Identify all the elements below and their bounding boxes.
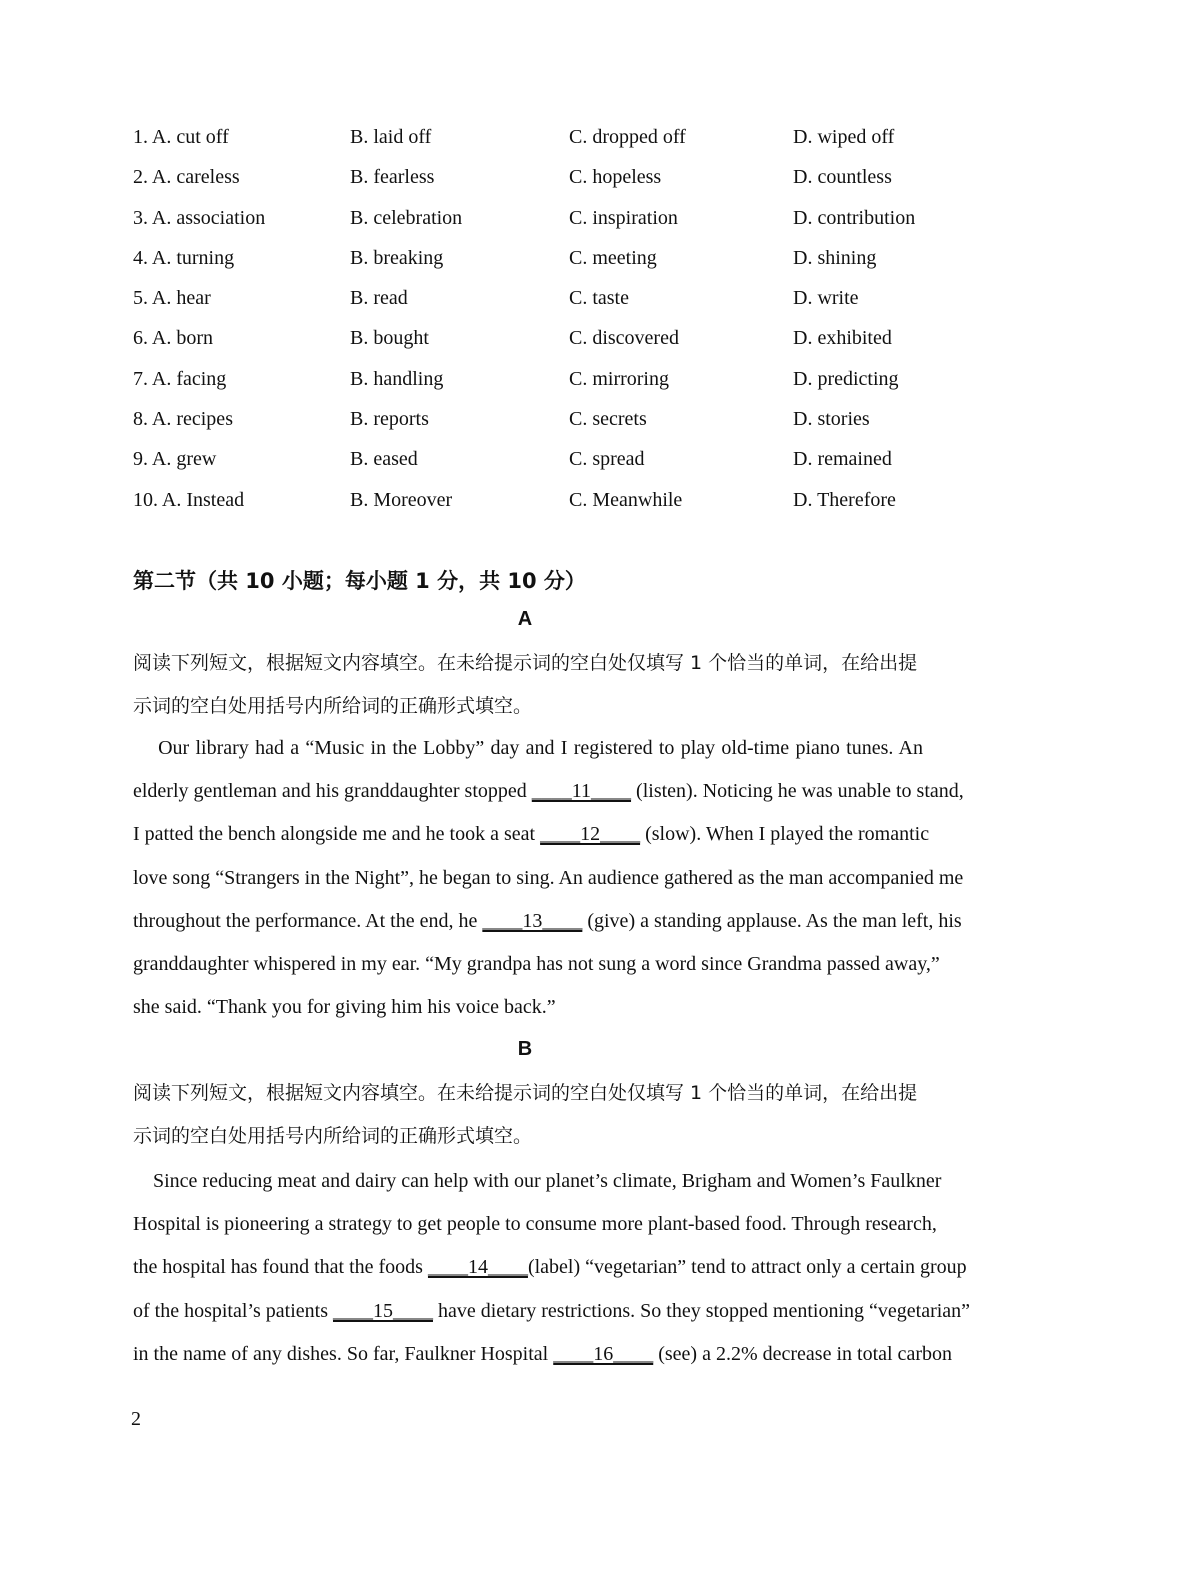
passage-line bbox=[133, 986, 923, 1029]
option-d: D. countless bbox=[793, 166, 892, 189]
option-a: 5. A. hear bbox=[133, 287, 211, 310]
option-d: D. write bbox=[793, 287, 859, 310]
answer-blank[interactable]: ____14____ bbox=[427, 1256, 528, 1279]
instruction-line: 阅读下列短文，根据短文内容填空。在未给提示词的空白处仅填写 1 个恰当的单词，在给出提 bbox=[133, 652, 918, 674]
option-row bbox=[133, 321, 933, 361]
option-b: B. handling bbox=[350, 367, 444, 390]
section-title: 第二节（共 10 小题；每小题 1 分，共 10 分） bbox=[133, 569, 586, 593]
option-b: B. Moreover bbox=[350, 488, 453, 511]
instruction-line: 阅读下列短文，根据短文内容填空。在未给提示词的空白处仅填写 1 个恰当的单词，在给出提 bbox=[133, 1082, 918, 1104]
option-d: D. exhibited bbox=[793, 327, 892, 350]
passage-text: (label) “vegetarian” tend to attract only a certain group bbox=[527, 1256, 967, 1279]
option-b: B. celebration bbox=[350, 206, 463, 229]
part-a-instructions bbox=[133, 642, 923, 728]
option-a: 1. A. cut off bbox=[133, 126, 229, 148]
passage-text: Hospital is pioneering a strategy to get people to consume more plant-based food. Through research, bbox=[133, 1213, 937, 1236]
passage-line bbox=[133, 900, 962, 943]
answer-blank[interactable]: ____16____ bbox=[553, 1342, 654, 1365]
option-c: C. dropped off bbox=[569, 126, 686, 148]
page-number: 2 bbox=[131, 1408, 141, 1430]
option-c: C. mirroring bbox=[569, 367, 669, 390]
passage-text: the hospital has found that the foods bbox=[133, 1256, 428, 1279]
option-c: C. taste bbox=[569, 287, 629, 310]
option-b: B. laid off bbox=[350, 126, 432, 148]
option-d: D. predicting bbox=[793, 367, 899, 390]
option-c: C. inspiration bbox=[569, 206, 678, 229]
passage-line bbox=[133, 1246, 967, 1289]
passage-line bbox=[133, 813, 930, 856]
option-a: 3. A. association bbox=[133, 206, 266, 229]
option-row bbox=[133, 241, 933, 281]
option-c: C. spread bbox=[569, 448, 645, 471]
passage-text: elderly gentleman and his granddaughter stopped bbox=[133, 780, 532, 803]
option-row bbox=[133, 442, 933, 482]
passage-text: (see) a 2.2% decrease in total carbon bbox=[653, 1342, 952, 1365]
passage-line bbox=[133, 857, 964, 900]
passage-text: Our library had a “Music in the Lobby” day and I registered to play old-time piano tunes. An bbox=[133, 737, 923, 759]
option-row bbox=[133, 483, 933, 523]
passage-line bbox=[133, 770, 964, 813]
option-a: 8. A. recipes bbox=[133, 408, 233, 431]
part-a-passage bbox=[133, 727, 964, 1029]
passage-text: she said. “Thank you for giving him his voice back.” bbox=[133, 996, 556, 1019]
option-d: D. stories bbox=[793, 408, 870, 431]
option-row bbox=[133, 120, 933, 160]
option-b: B. read bbox=[350, 287, 408, 310]
answer-blank[interactable]: ____13____ bbox=[482, 909, 583, 932]
passage-line bbox=[133, 1160, 942, 1203]
passage-line bbox=[133, 1290, 971, 1333]
passage-line bbox=[133, 727, 923, 770]
passage-text: throughout the performance. At the end, he bbox=[133, 909, 483, 932]
option-b: B. breaking bbox=[350, 246, 444, 269]
option-c: C. secrets bbox=[569, 408, 647, 431]
option-b: B. fearless bbox=[350, 166, 435, 189]
instruction-line: 示词的空白处用括号内所给词的正确形式填空。 bbox=[133, 1125, 533, 1147]
option-b: B. eased bbox=[350, 448, 418, 471]
part-b-passage bbox=[133, 1160, 971, 1376]
passage-text: love song “Strangers in the Night”, he began to sing. An audience gathered as the man accompanied me bbox=[133, 866, 964, 889]
option-c: C. discovered bbox=[569, 327, 679, 350]
instruction-line: 示词的空白处用括号内所给词的正确形式填空。 bbox=[133, 695, 533, 717]
option-a: 7. A. facing bbox=[133, 367, 227, 390]
option-row bbox=[133, 402, 933, 442]
option-d: D. remained bbox=[793, 448, 892, 471]
option-a: 2. A. careless bbox=[133, 166, 240, 189]
passage-text: have dietary restrictions. So they stopped mentioning “vegetarian” bbox=[432, 1299, 971, 1322]
option-c: C. Meanwhile bbox=[569, 488, 683, 511]
option-c: C. meeting bbox=[569, 246, 657, 269]
passage-text: I patted the bench alongside me and he took a seat bbox=[133, 823, 541, 846]
part-b-instructions bbox=[133, 1072, 923, 1158]
part-a-label: A bbox=[517, 608, 533, 630]
option-d: D. Therefore bbox=[793, 488, 896, 511]
option-a: 10. A. Instead bbox=[133, 488, 245, 511]
passage-line bbox=[133, 943, 940, 986]
passage-text: in the name of any dishes. So far, Faulkner Hospital bbox=[133, 1342, 554, 1365]
passage-line bbox=[133, 1203, 937, 1246]
option-b: B. reports bbox=[350, 408, 429, 431]
option-a: 4. A. turning bbox=[133, 246, 235, 269]
passage-text: (slow). When I played the romantic bbox=[640, 823, 930, 846]
passage-text: of the hospital’s patients bbox=[133, 1299, 333, 1322]
option-row bbox=[133, 362, 933, 402]
option-row bbox=[133, 201, 933, 241]
option-d: D. wiped off bbox=[793, 126, 895, 148]
options-table bbox=[133, 120, 933, 523]
option-c: C. hopeless bbox=[569, 166, 662, 189]
passage-text: (listen). Noticing he was unable to stand, bbox=[631, 780, 964, 803]
passage-text: (give) a standing applause. As the man left, his bbox=[582, 909, 962, 932]
passage-text: granddaughter whispered in my ear. “My grandpa has not sung a word since Grandma passed away,” bbox=[133, 952, 940, 975]
option-a: 6. A. born bbox=[133, 327, 213, 350]
option-d: D. shining bbox=[793, 246, 877, 269]
option-d: D. contribution bbox=[793, 206, 916, 229]
answer-blank[interactable]: ____12____ bbox=[540, 823, 641, 846]
passage-text: Since reducing meat and dairy can help with our planet’s climate, Brigham and Women’s Faulkner bbox=[133, 1170, 942, 1192]
passage-line bbox=[133, 1333, 952, 1376]
answer-blank[interactable]: ____15____ bbox=[332, 1299, 433, 1322]
option-b: B. bought bbox=[350, 327, 429, 350]
option-a: 9. A. grew bbox=[133, 448, 217, 471]
part-b-label: B bbox=[517, 1038, 533, 1060]
option-row bbox=[133, 281, 933, 321]
option-row bbox=[133, 160, 933, 200]
answer-blank[interactable]: ____11____ bbox=[531, 780, 632, 803]
